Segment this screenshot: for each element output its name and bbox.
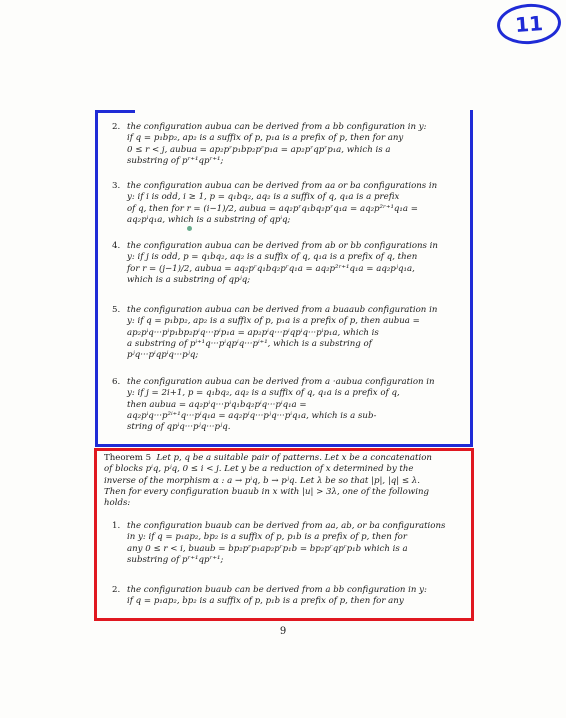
list-item-5 (112, 305, 460, 361)
page-annotation-circle (496, 2, 563, 46)
item-number: 4. (112, 241, 121, 251)
item-line: which is a substring of qpʲq; (127, 274, 251, 285)
list-item-3 (112, 181, 460, 226)
theorem-line: Then for every configuration buaub in x with |u| > 3λ, one of the following (104, 486, 429, 497)
item-line: the configuration aubua can be derived from a ·aubua configuration in (127, 377, 435, 387)
item-line: aq₂pⁱq₁a, which is a substring of qpⁱq; (127, 214, 291, 225)
item-line: of q, then for r = (i−1)/2, aubua = aq₂pʳq₁bq₂pʳq₁a = aq₂p²ʳ⁺¹q₁a = (127, 203, 418, 214)
item-number: 3. (112, 181, 121, 191)
item-line: y: if i is odd, i ≥ 1, p = q₁bq₂, aq₂ is a suffix of q, q₁a is a prefix (127, 192, 400, 203)
ink-smudge (187, 226, 192, 231)
item-line: the configuration aubua can be derived from aa or ba configurations in (127, 181, 438, 191)
item-line: the configuration aubua can be derived from a buaaub configuration in (127, 305, 438, 315)
theorem-line: holds: (104, 498, 131, 509)
item-line: if q = p₁ap₂, bp₂ is a suffix of p, p₁b is a prefix of p, then for any (127, 596, 404, 607)
theorem-item-1 (112, 521, 460, 566)
item-line: substring of pʳ⁺¹qpʳ⁺¹; (127, 554, 224, 565)
item-line: y: if q = p₁bp₂, ap₂ is a suffix of p, p₁a is a prefix of p, then aubua = (127, 316, 420, 327)
theorem-block (104, 453, 462, 509)
item-line: ap₂pⁱq···pⁱp₁bp₂pⁱq···pⁱp₁a = ap₂pⁱq···pⁱqpⁱq···pⁱp₁a, which is (127, 327, 379, 338)
item-line: y: if j is odd, p = q₁bq₂, aq₂ is a suffix of q, q₁a is a prefix of q, then (127, 252, 418, 263)
theorem-line: of blocks pⁱq, pʲq, 0 ≤ i < j. Let y be a reduction of x determined by the (104, 464, 414, 475)
item-line: any 0 ≤ r < i, buaub = bp₂pʳp₁ap₂pʳp₁b = bp₂pʳqpʳp₁b which is a (127, 543, 408, 554)
item-line: y: if j = 2i+1, p = q₁bq₂, aq₂ is a suffix of q, q₁a is a prefix of q, (127, 388, 400, 399)
page-number: 9 (279, 626, 287, 637)
theorem-label: Theorem 5 (104, 453, 152, 463)
item-number: 1. (112, 521, 121, 531)
item-line: the configuration aubua can be derived from a bb configuration in y: (127, 122, 427, 132)
item-line: the configuration aubua can be derived from ab or bb configurations in (127, 241, 438, 251)
list-item-6 (112, 377, 460, 433)
item-line: then aubua = aq₂pⁱq···pⁱq₁bq₂pⁱq···pⁱq₁a = (127, 399, 307, 410)
item-line: if q = p₁bp₂, ap₂ is a suffix of p, p₁a is a prefix of p, then for any (127, 133, 404, 144)
item-number: 2. (112, 122, 121, 132)
theorem-line: inverse of the morphism α : a → pⁱq, b → pʲq. Let λ be so that |p|, |q| ≤ λ. (104, 475, 420, 486)
item-line: string of qpⁱq···pʲq···pʲq. (127, 422, 231, 433)
item-line: the configuration buaub can be derived from a bb configuration in y: (127, 585, 427, 595)
theorem-item-2 (112, 585, 460, 608)
list-item-2 (112, 122, 460, 167)
item-line: pʲq···pⁱqpⁱq···pʲq; (127, 350, 199, 361)
page-mark-text: 11 (514, 11, 544, 37)
theorem-line: Let p, q be a suitable pair of patterns. Let x be a concatenation (156, 453, 432, 463)
item-number: 5. (112, 305, 121, 315)
item-line: the configuration buaub can be derived from aa, ab, or ba configurations (127, 521, 446, 531)
item-line: 0 ≤ r < j, aubua = ap₂pʳp₁bp₂pʳp₁a = ap₂pʳqpʳp₁a, which is a (127, 144, 391, 155)
item-line: aq₂pⁱq···p²ⁱ⁺¹q···pⁱq₁a = aq₂pⁱq···pʲq···pⁱq₁a, which is a sub- (127, 410, 377, 421)
list-item-4 (112, 241, 460, 286)
item-line: substring of pʳ⁺¹qpʳ⁺¹; (127, 155, 224, 166)
item-line: in y: if q = p₁ap₂, bp₂ is a suffix of p, p₁b is a prefix of p, then for (127, 532, 407, 543)
item-line: a substring of pⁱ⁺¹q···pⁱqpⁱq···pⁱ⁺¹, which is a substring of (127, 338, 372, 349)
item-line: for r = (j−1)/2, aubua = aq₂pʳq₁bq₂pʳq₁a = aq₂p²ʳ⁺¹q₁a = aq₂pʲq₁a, (127, 263, 415, 274)
item-number: 6. (112, 377, 121, 387)
item-number: 2. (112, 585, 121, 595)
